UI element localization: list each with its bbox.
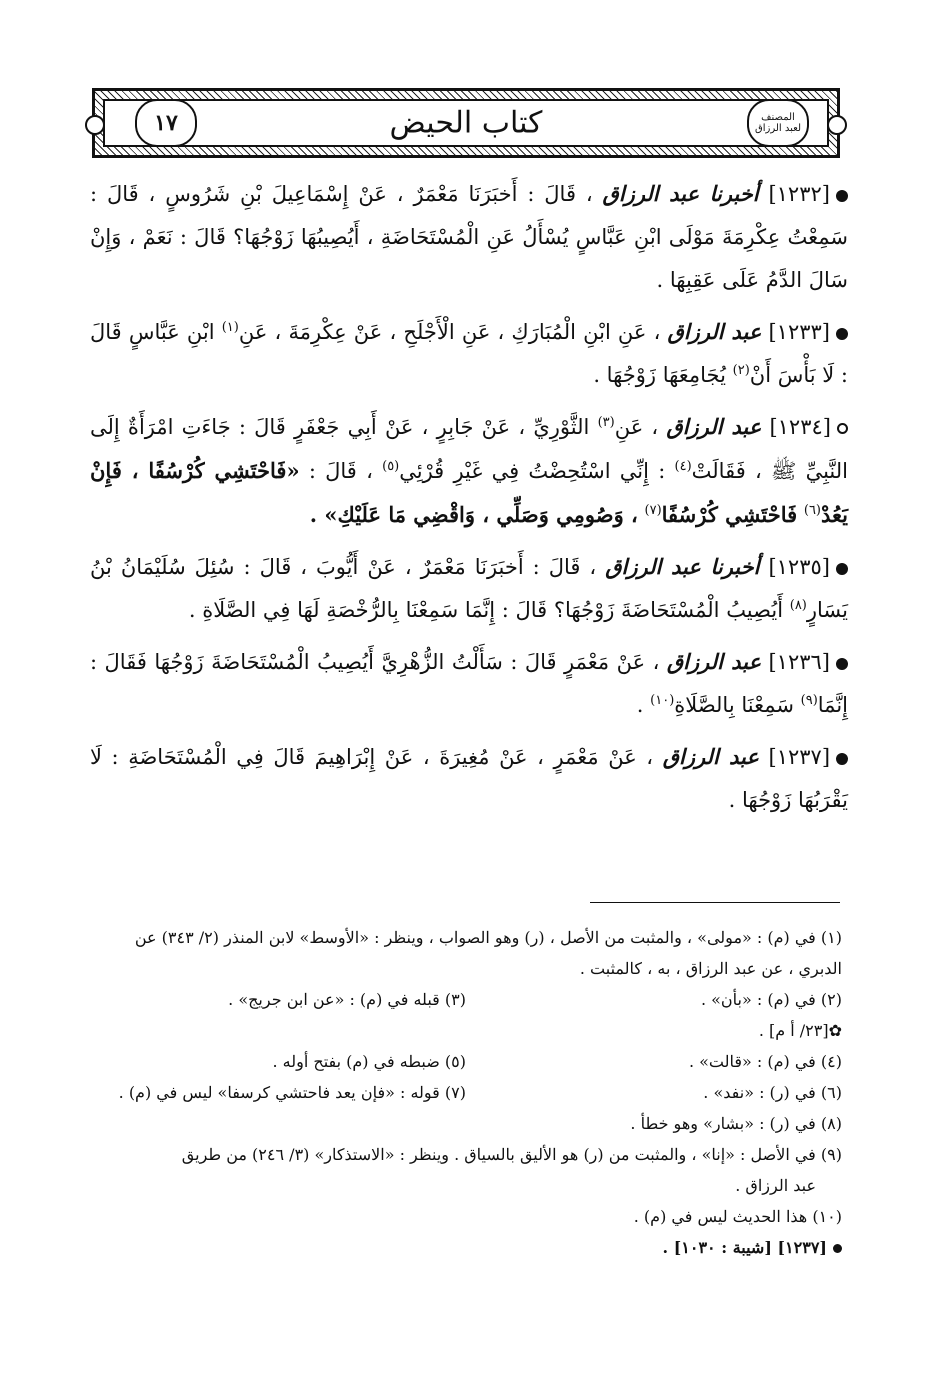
footnote-ref[interactable]: (٨) (789, 598, 807, 613)
footnote-4: (٤) في (م) : «قالت» . (688, 1052, 842, 1071)
footnote-ref[interactable]: (١) (221, 320, 239, 335)
page-header-banner (92, 88, 840, 158)
footnote-ref[interactable]: (٦) (803, 503, 821, 518)
book-seal (747, 99, 809, 147)
prophetic-quote: ، وَصُومِي وَصَلِّي ، وَاقْضِي مَا عَلَيْكِ» . (309, 502, 638, 527)
hadith-lead: عبد الرزاق (667, 319, 762, 344)
chapter-title: كتاب الحيض (389, 105, 543, 141)
footnote-ref[interactable]: (٣) (597, 415, 615, 430)
footnote-8: (٨) في (ر) : «بشار» وهو خطأ . (630, 1114, 842, 1133)
ornament-knot (85, 115, 105, 135)
footnotes-block (90, 922, 842, 1263)
hadith-text: ، عَنْ مَعْمَرٍ قَالَ : سَأَلْتُ الزُّهْرِيَّ أَيُصِيبُ الْمُسْتَحَاضَةَ زَوْجُهَا فَقَالَ : إِنَّمَا (90, 650, 848, 717)
hadith-number: [١٢٣٤] (769, 415, 831, 439)
hadith-1237 (90, 735, 848, 822)
footnote-5: (٥) ضبطه في (م) بفتح أوله . (272, 1052, 466, 1071)
hadith-lead: أخبرنا عبد الرزاق (605, 554, 760, 579)
footnote-10: (١٠) هذا الحديث ليس في (م) . (633, 1207, 842, 1226)
bullet-open-icon (837, 423, 848, 434)
prophetic-quote: فَاحْتَشِي كُرْسُفًا (661, 502, 798, 527)
bullet-filled-icon (833, 1244, 842, 1253)
footnote-divider (590, 902, 840, 903)
cross-reference: [١٢٣٧] [شيبة : ١٠٣٠] . (90, 1232, 842, 1263)
hadith-text: . (636, 693, 644, 717)
hadith-text: الثَّوْرِيِّ ، عَنْ جَابِرٍ ، عَنْ أَبِي جَعْفَرٍ قَالَ : جَاءَتِ امْرَأَةٌ إِلَى النَّبِيِّ ﷺ ، فَقَالَتْ (90, 415, 848, 483)
hadith-text: يُجَامِعَهَا زَوْجُهَا . (593, 363, 726, 387)
hadith-text: ، عَنْ مَعْمَرٍ ، عَنْ مُغِيرَةَ ، عَنْ إِبْرَاهِيمَ قَالَ فِي الْمُسْتَحَاضَةِ : لَا يَقْرَبُهَا زَوْجُهَا . (90, 745, 848, 812)
footnote-ref[interactable]: (٤) (674, 459, 692, 474)
footnote-6: (٦) في (ر) : «نفد» . (703, 1083, 842, 1102)
seal-line: المصنف (761, 112, 795, 123)
hadith-lead: عبد الرزاق (666, 649, 761, 674)
footnote-ref[interactable]: (٩) (800, 693, 818, 708)
footnote-ref[interactable]: (٧) (644, 503, 662, 518)
footnote-3: (٣) قبله في (م) : «عن ابن جريج» . (228, 990, 466, 1009)
hadith-lead: أخبرنا عبد الرزاق (602, 181, 759, 206)
hadith-number: [١٢٣٧] (768, 745, 831, 769)
footnote-ref[interactable]: (٥) (382, 459, 400, 474)
footnote-7: (٧) قوله : «فإن يعد فاحتشي كرسفا» ليس في (م) . (118, 1083, 466, 1102)
prophetic-quote: «فَاحْتَشِي كُرْسُفًا ، فَإِنْ يَعُدْ (90, 458, 848, 527)
hadith-text: : إِنِّي اسْتُحِضْتُ فِي غَيْرِ قُرْئِي (399, 459, 666, 483)
hadith-lead: عبد الرزاق (662, 744, 759, 769)
page-number: ١٧ (154, 110, 178, 136)
ornament-knot (827, 115, 847, 135)
hadith-1236 (90, 640, 848, 727)
bullet-filled-icon (836, 658, 848, 670)
hadith-text: أَيُصِيبُ الْمُسْتَحَاضَةَ زَوْجُهَا؟ قَالَ : إِنَّمَا سَمِعْنَا بِالرُّخْصَةِ لَهَا فِي الصَّلَاةِ . (188, 598, 784, 622)
hadith-text: ، قَالَ : أَخبَرَنَا مَعْمَرٌ ، عَنْ أَيُّوبَ ، قَالَ : سُئِلَ سُلَيْمَانُ بْنُ يَسَارٍ (90, 555, 848, 622)
hadith-1232 (90, 172, 848, 302)
footnote-row (90, 984, 842, 1015)
footnote-2: (٢) في (م) : «بأن» . (700, 990, 842, 1009)
hadith-1233 (90, 310, 848, 397)
footnote-row (90, 1046, 842, 1077)
seal-line: لعبد الرزاق (754, 123, 802, 134)
hadith-text: سَمِعْنَا بِالصَّلَاةِ (674, 693, 794, 717)
header-frame (103, 99, 829, 147)
bullet-filled-icon (836, 753, 848, 765)
hadith-text: ، عَنِ (614, 415, 659, 439)
footnote-9: (٩) في الأصل : «إنا» ، والمثبت من (ر) هو الأليق بالسياق . وينظر : «الاستذكار» (٣/ ٢٤٦) من طريق (181, 1145, 842, 1164)
hadith-1234 (90, 405, 848, 537)
hadith-text: ، قَالَ : (308, 459, 373, 483)
bullet-filled-icon (836, 328, 848, 340)
hadith-text: ابْنِ عَبَّاسٍ قَالَ : لَا بَأْسَ أَنْ (90, 320, 848, 387)
footnote-ref[interactable]: (١٠) (650, 693, 675, 708)
footnote-9-continued: عبد الرزاق . (735, 1176, 816, 1195)
hadith-number: [١٢٣٦] (768, 650, 830, 674)
bullet-filled-icon (836, 190, 848, 202)
hadith-number: [١٢٣٢] (768, 182, 830, 206)
footnote-1: (١) في (م) : «مولى» ، والمثبت من الأصل ، (ر) وهو الصواب ، وينظر : «الأوسط» لابن المنذر (٢/ ٣٤٣) عن الدبري ، عن عبد الرزاق ، به ، كالمثبت . (134, 928, 842, 978)
hadith-number: [١٢٣٣] (768, 320, 830, 344)
bullet-filled-icon (836, 563, 848, 575)
folio-marker: ✿[٢٣/ أ م] . (758, 1021, 842, 1040)
folio-marker-icon: ✿ (828, 1021, 842, 1040)
footnote-row (90, 1077, 842, 1108)
hadith-text-block (90, 172, 848, 830)
hadith-number: [١٢٣٥] (768, 555, 830, 579)
hadith-lead: عبد الرزاق (666, 414, 762, 439)
footnote-ref[interactable]: (٢) (732, 363, 750, 378)
hadith-1235 (90, 545, 848, 632)
hadith-text: ، عَنِ ابْنِ الْمُبَارَكِ ، عَنِ الْأَجْلَحِ ، عَنْ عِكْرِمَةَ ، عَنِ (238, 320, 661, 344)
hadith-text: ، قَالَ : أَخبَرَنَا مَعْمَرٌ ، عَنْ إِسْمَاعِيلَ بْنِ شَرُوسٍ ، قَالَ : سَمِعْتُ عِكْرِمَةَ مَوْلَى ابْنِ عَبَّاسٍ يُسْأَلُ عَنِ الْمُسْتَحَاضَةِ ، أَيُصِيبُهَا زَوْجُهَا؟ قَالَ : نَعَمْ ، وَإِنْ سَالَ الدَّمُ عَلَى عَقِبِهَا . (90, 182, 848, 292)
